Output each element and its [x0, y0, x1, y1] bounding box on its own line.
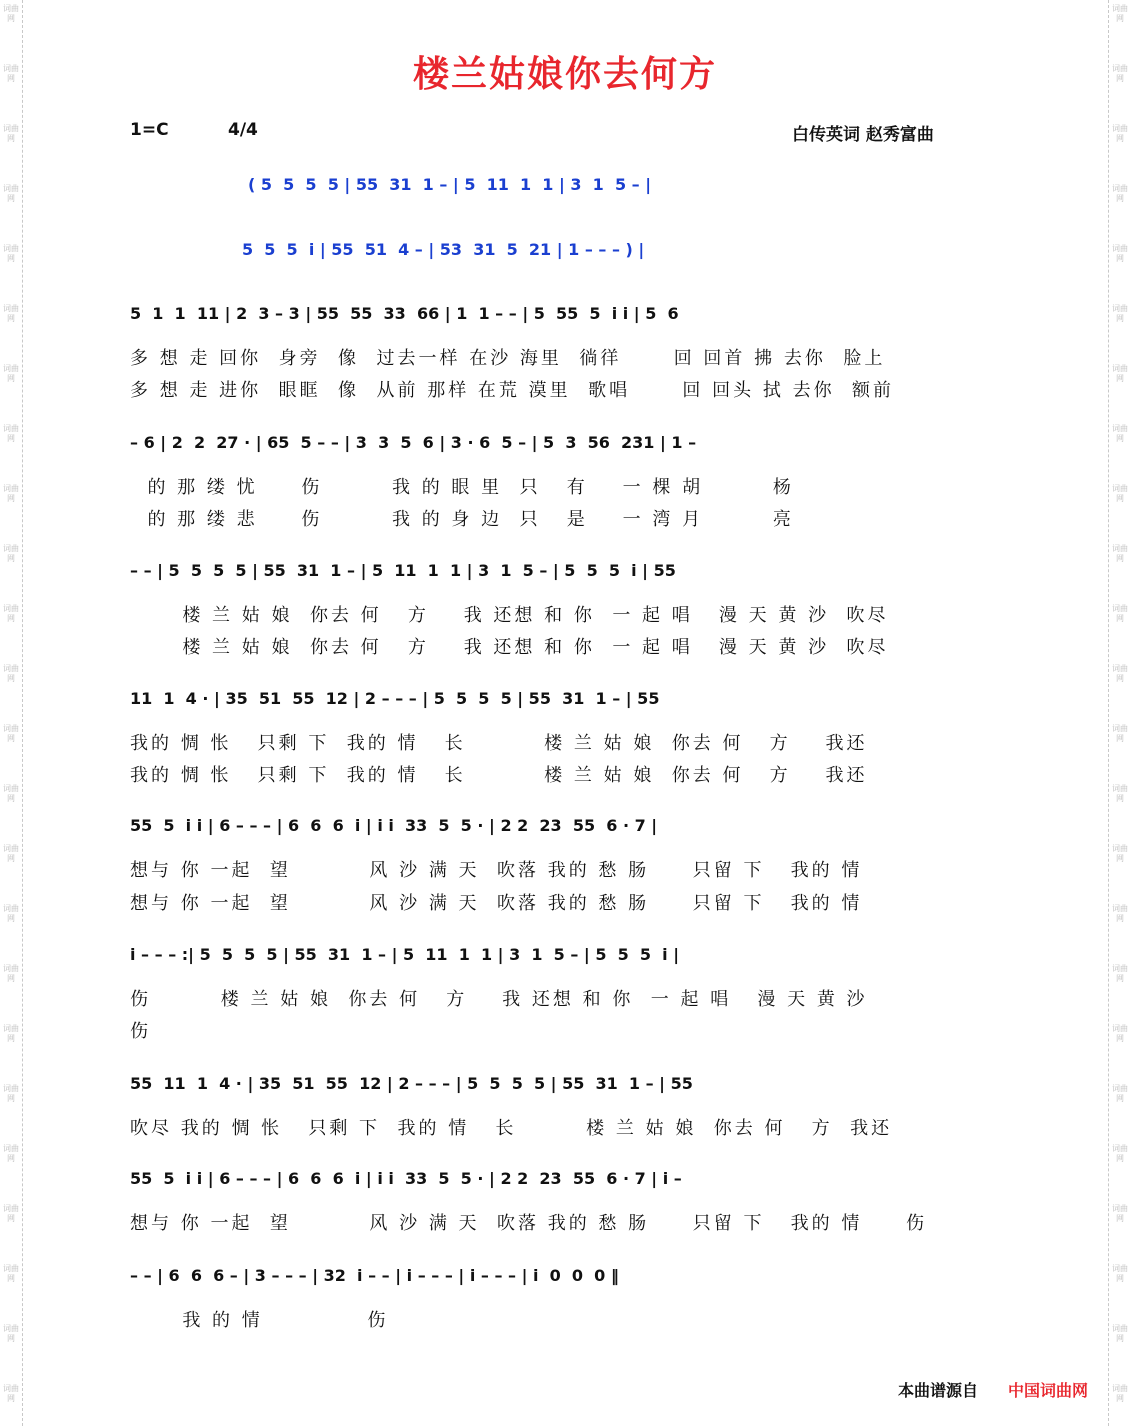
watermark-text: 词曲网: [3, 64, 19, 83]
watermark-text: 词曲网: [3, 664, 19, 683]
key-signature: 1=C: [130, 120, 169, 140]
watermark-text: 词曲网: [3, 1144, 19, 1163]
watermark-text: 词曲网: [3, 1024, 19, 1043]
lyric-line: 楼 兰 姑 娘 你去 何 方 我 还想 和 你 一 起 唱 漫 天 黄 沙 吹尽: [130, 637, 889, 658]
lyric-line: 多 想 走 进你 眼眶 像 从前 那样 在荒 漠里 歌唱 回 回头 拭 去你 额前: [130, 380, 895, 401]
watermark-text: 词曲网: [1112, 844, 1128, 863]
watermark-text: 词曲网: [3, 1384, 19, 1403]
watermark-text: 词曲网: [1112, 4, 1128, 23]
watermark-text: 词曲网: [3, 184, 19, 203]
watermark-text: 词曲网: [3, 964, 19, 983]
watermark-text: 词曲网: [3, 304, 19, 323]
watermark-text: 词曲网: [1112, 184, 1128, 203]
lyric-line: 伤: [130, 1021, 151, 1042]
watermark-text: 词曲网: [1112, 604, 1128, 623]
watermark-text: 词曲网: [3, 724, 19, 743]
watermark-text: 词曲网: [1112, 784, 1128, 803]
notation-line: 11 1 4 · | 35 51 55 12 | 2 – – – | 5 5 5 5 | 55 31 1 – | 55: [130, 689, 660, 708]
watermark-text: 词曲网: [1112, 124, 1128, 143]
watermark-text: 词曲网: [1112, 664, 1128, 683]
lyric-line: 想与 你 一起 望 风 沙 满 天 吹落 我的 愁 肠 只留 下 我的 情: [130, 860, 863, 881]
watermark-text: 词曲网: [1112, 964, 1128, 983]
notation-line: 5 1 1 11 | 2 3 – 3 | 55 55 33 66 | 1 1 – – | 5 55 5 i i | 5 6: [130, 304, 679, 323]
lyric-line: 的 那 缕 忧 伤 我 的 眼 里 只 有 一 棵 胡 杨: [130, 477, 794, 498]
watermark-text: 词曲网: [1112, 544, 1128, 563]
notation-line: – 6 | 2 2 27 · | 65 5 – – | 3 3 5 6 | 3 · 6 5 – | 5 3 56 231 | 1 –: [130, 433, 697, 452]
watermark-text: 词曲网: [3, 1204, 19, 1223]
time-signature: 4/4: [228, 120, 258, 140]
lyric-line: 想与 你 一起 望 风 沙 满 天 吹落 我的 愁 肠 只留 下 我的 情: [130, 893, 863, 914]
watermark-text: 词曲网: [1112, 244, 1128, 263]
lyric-line: 伤 楼 兰 姑 娘 你去 何 方 我 还想 和 你 一 起 唱 漫 天 黄 沙: [130, 989, 868, 1010]
watermark-text: 词曲网: [1112, 1384, 1128, 1403]
lyric-line: 我 的 情 伤: [130, 1310, 389, 1331]
watermark-text: 词曲网: [1112, 484, 1128, 503]
watermark-text: 词曲网: [3, 1264, 19, 1283]
credits: 白传英词 赵秀富曲: [792, 125, 934, 145]
lyric-line: 吹尽 我的 惆 怅 只剩 下 我的 情 长 楼 兰 姑 娘 你去 何 方 我还: [130, 1118, 893, 1139]
intro-line-1: ( 5 5 5 5 | 55 31 1 – | 5 11 1 1 | 3 1 5 – |: [248, 175, 652, 194]
watermark-text: 词曲网: [1112, 364, 1128, 383]
watermark-text: 词曲网: [1112, 1144, 1128, 1163]
watermark-text: 词曲网: [3, 544, 19, 563]
watermark-text: 词曲网: [1112, 304, 1128, 323]
watermark-text: 词曲网: [3, 604, 19, 623]
watermark-text: 词曲网: [3, 1324, 19, 1343]
watermark-text: 词曲网: [1112, 64, 1128, 83]
notation-line: – – | 6 6 6 – | 3 – – – | 32 i – – | i – – – | i – – – | i 0 0 0 ‖: [130, 1266, 619, 1285]
watermark-text: 词曲网: [1112, 1084, 1128, 1103]
watermark-text: 词曲网: [1112, 1264, 1128, 1283]
lyric-line: 多 想 走 回你 身旁 像 过去一样 在沙 海里 徜徉 回 回首 拂 去你 脸上: [130, 348, 886, 369]
source-site-link[interactable]: 中国词曲网: [1008, 1381, 1089, 1400]
song-title: 楼兰姑娘你去何方: [412, 53, 717, 95]
watermark-text: 词曲网: [3, 4, 19, 23]
watermark-text: 词曲网: [1112, 724, 1128, 743]
notation-line: 55 11 1 4 · | 35 51 55 12 | 2 – – – | 5 5 5 5 | 55 31 1 – | 55: [130, 1074, 693, 1093]
notation-line: 55 5 i i | 6 – – – | 6 6 6 i | i i 33 5 5 · | 2 2 23 55 6 · 7 | i –: [130, 1169, 682, 1188]
watermark-text: 词曲网: [3, 364, 19, 383]
watermark-text: 词曲网: [3, 1084, 19, 1103]
lyric-line: 想与 你 一起 望 风 沙 满 天 吹落 我的 愁 肠 只留 下 我的 情 伤: [130, 1213, 927, 1234]
watermark-text: 词曲网: [3, 484, 19, 503]
watermark-text: 词曲网: [3, 424, 19, 443]
source-label: 本曲谱源自: [898, 1381, 979, 1400]
lyric-line: 的 那 缕 悲 伤 我 的 身 边 只 是 一 湾 月 亮: [130, 509, 794, 530]
lyric-line: 楼 兰 姑 娘 你去 何 方 我 还想 和 你 一 起 唱 漫 天 黄 沙 吹尽: [130, 605, 889, 626]
watermark-text: 词曲网: [3, 244, 19, 263]
notation-line: – – | 5 5 5 5 | 55 31 1 – | 5 11 1 1 | 3 1 5 – | 5 5 5 i | 55: [130, 561, 676, 580]
lyric-line: 我的 惆 怅 只剩 下 我的 情 长 楼 兰 姑 娘 你去 何 方 我还: [130, 733, 868, 754]
watermark-text: 词曲网: [3, 124, 19, 143]
lyric-line: 我的 惆 怅 只剩 下 我的 情 长 楼 兰 姑 娘 你去 何 方 我还: [130, 765, 868, 786]
watermark-text: 词曲网: [1112, 1204, 1128, 1223]
watermark-text: 词曲网: [3, 784, 19, 803]
left-watermark-strip: [0, 0, 23, 1426]
watermark-text: 词曲网: [1112, 424, 1128, 443]
notation-line: 55 5 i i | 6 – – – | 6 6 6 i | i i 33 5 5 · | 2 2 23 55 6 · 7 |: [130, 816, 658, 835]
watermark-text: 词曲网: [3, 844, 19, 863]
watermark-text: 词曲网: [1112, 904, 1128, 923]
right-watermark-strip: [1108, 0, 1130, 1426]
notation-line: i – – – :| 5 5 5 5 | 55 31 1 – | 5 11 1 1 | 3 1 5 – | 5 5 5 i |: [130, 945, 680, 964]
intro-line-2: 5 5 5 i | 55 51 4 – | 53 31 5 21 | 1 – – – ) |: [242, 240, 645, 259]
watermark-text: 词曲网: [1112, 1024, 1128, 1043]
watermark-text: 词曲网: [3, 904, 19, 923]
watermark-text: 词曲网: [1112, 1324, 1128, 1343]
